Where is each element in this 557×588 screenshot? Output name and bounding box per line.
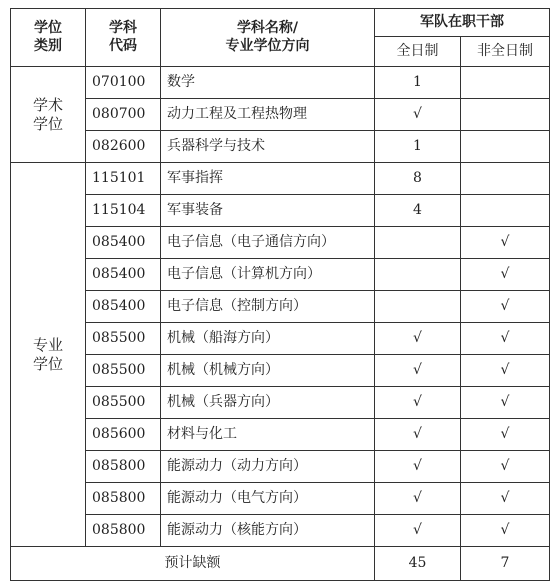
table-row [11,99,550,131]
header-subject-code: 学科 代码 [86,9,161,67]
subject-name: 电子信息（计算机方向） [161,259,375,291]
header-subject-name: 学科名称/ 专业学位方向 [161,9,375,67]
part-time-value [461,99,550,131]
table-row [11,67,550,99]
full-time-value: 1 [375,67,461,99]
full-time-value: √ [375,515,461,547]
subject-code: 082600 [86,131,161,163]
category-professional: 专业 学位 [11,163,86,547]
subject-name: 材料与化工 [161,419,375,451]
full-time-value [375,291,461,323]
subject-code: 085400 [86,259,161,291]
full-time-value: √ [375,483,461,515]
part-time-value [461,131,550,163]
full-time-value [375,259,461,291]
total-label: 预计缺额 [11,547,375,581]
subject-name: 能源动力（动力方向） [161,451,375,483]
part-time-value: √ [461,227,550,259]
subject-code: 085500 [86,355,161,387]
table-row [11,163,550,195]
subject-code: 085600 [86,419,161,451]
header-degree-category: 学位 类别 [11,9,86,67]
subject-code: 085500 [86,387,161,419]
table-row [11,419,550,451]
subject-code: 085800 [86,451,161,483]
total-full-time: 45 [375,547,461,581]
subject-name: 机械（机械方向） [161,355,375,387]
full-time-value: √ [375,355,461,387]
full-time-value: 8 [375,163,461,195]
part-time-value: √ [461,483,550,515]
subject-code: 085800 [86,515,161,547]
part-time-value: √ [461,419,550,451]
subject-code: 115101 [86,163,161,195]
table-row [11,131,550,163]
subject-code: 070100 [86,67,161,99]
header-military-cadres: 军队在职干部 [375,9,550,37]
subject-code: 085400 [86,227,161,259]
table-row [11,451,550,483]
subject-code: 115104 [86,195,161,227]
subject-code: 085400 [86,291,161,323]
subject-name: 动力工程及工程热物理 [161,99,375,131]
table-row [11,323,550,355]
part-time-value: √ [461,355,550,387]
subject-name: 军事指挥 [161,163,375,195]
subject-name: 军事装备 [161,195,375,227]
part-time-value: √ [461,387,550,419]
category-academic: 学术 学位 [11,67,86,163]
total-part-time: 7 [461,547,550,581]
full-time-value: √ [375,99,461,131]
header-part-time: 非全日制 [461,37,550,67]
part-time-value: √ [461,323,550,355]
subject-name: 电子信息（电子通信方向） [161,227,375,259]
subject-code: 080700 [86,99,161,131]
table-row [11,227,550,259]
table-row [11,291,550,323]
full-time-value: √ [375,323,461,355]
table-row [11,387,550,419]
part-time-value: √ [461,451,550,483]
full-time-value [375,227,461,259]
table-row [11,515,550,547]
subject-code: 085800 [86,483,161,515]
full-time-value: √ [375,419,461,451]
subject-name: 机械（兵器方向） [161,387,375,419]
part-time-value: √ [461,259,550,291]
full-time-value: √ [375,451,461,483]
part-time-value [461,195,550,227]
subject-code: 085500 [86,323,161,355]
part-time-value [461,163,550,195]
subject-name: 兵器科学与技术 [161,131,375,163]
table-row [11,483,550,515]
full-time-value: 1 [375,131,461,163]
table-row [11,195,550,227]
part-time-value: √ [461,291,550,323]
table-row [11,259,550,291]
subject-name: 数学 [161,67,375,99]
full-time-value: √ [375,387,461,419]
full-time-value: 4 [375,195,461,227]
enrollment-table [10,8,550,581]
subject-name: 机械（船海方向） [161,323,375,355]
table-row [11,355,550,387]
subject-name: 能源动力（电气方向） [161,483,375,515]
subject-name: 电子信息（控制方向） [161,291,375,323]
part-time-value: √ [461,515,550,547]
part-time-value [461,67,550,99]
header-full-time: 全日制 [375,37,461,67]
subject-name: 能源动力（核能方向） [161,515,375,547]
total-row [11,547,550,581]
